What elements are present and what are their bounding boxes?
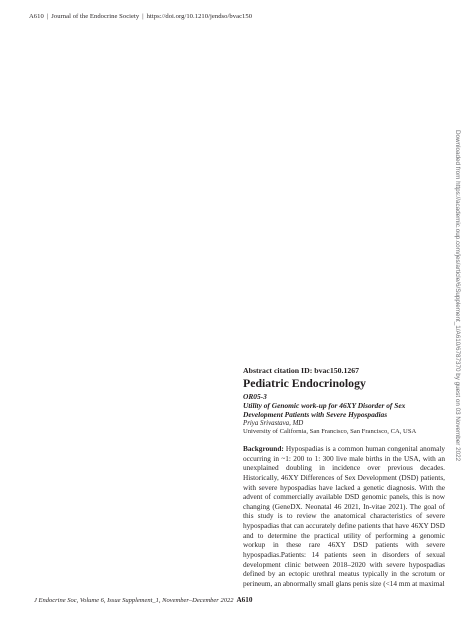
header-page-number: A610	[29, 13, 44, 20]
download-watermark: Downloaded from https://academic.oup.com/jes/article/6/Supplement_1/A610/6787370 by guest on 03 November 2022	[454, 130, 461, 462]
article-title: Utility of Genomic work-up for 46XY Disorder of Sex Development Patients with Severe Hypospadias	[243, 400, 406, 419]
abstract-background-label: Background:	[243, 444, 284, 454]
header-doi-link[interactable]: https://doi.org/10.1210/jendso/bvac150	[146, 13, 253, 20]
author-name: Priya Srivastava, MD	[243, 420, 304, 428]
running-footer	[34, 596, 252, 604]
header-separator: |	[46, 13, 49, 20]
header-journal-name: Journal of the Endocrine Society	[51, 13, 140, 20]
footer-citation: J Endocrine Soc, Volume 6, Issue Supplement_1, November–December 2022	[34, 597, 234, 604]
running-header	[29, 13, 252, 20]
author-affiliation: University of California, San Francisco, San Francisco, CA, USA	[243, 428, 417, 436]
header-separator: |	[142, 13, 144, 20]
abstract-code: OR05-3	[243, 391, 267, 401]
abstract-citation-id: Abstract citation ID: bvac150.1267	[243, 366, 360, 375]
section-title: Pediatric Endocrinology	[243, 376, 366, 390]
abstract-article	[243, 366, 445, 588]
footer-page-number: A610	[236, 596, 253, 604]
abstract-background-text: Hypospadias is a common human congenital anomaly occurring in ~1: 200 to 1: 300 live male births in the USA, with an unexplained doubling in incidence over previous decades. Historically, 46XY Differences of Sex Development (DSD) patients, with severe hypospadias have lacked a genetic diagnosis. With the advent of commercially available DSD genomic panels, this is now changing (GeneDX. Neonatal 46 2021, In-vitae 2021). The goal of this study is to review the anatomical characteristics of severe hypospadias that can accurately define patients that have 46XY DSD and to determine the practical utility of performing a genomic workup in these rare 46XY DSD patients with severe hypospadias.Patients: 14 patients seen in disorders of sexual development clinic between 2018–2020 with severe hypospadias defined by an ectopic urethral meatus typically in the scrotum or perineum, an abnormally small glans penis size (<14 mm at maximal	[243, 444, 445, 588]
abstract-body	[243, 444, 445, 588]
